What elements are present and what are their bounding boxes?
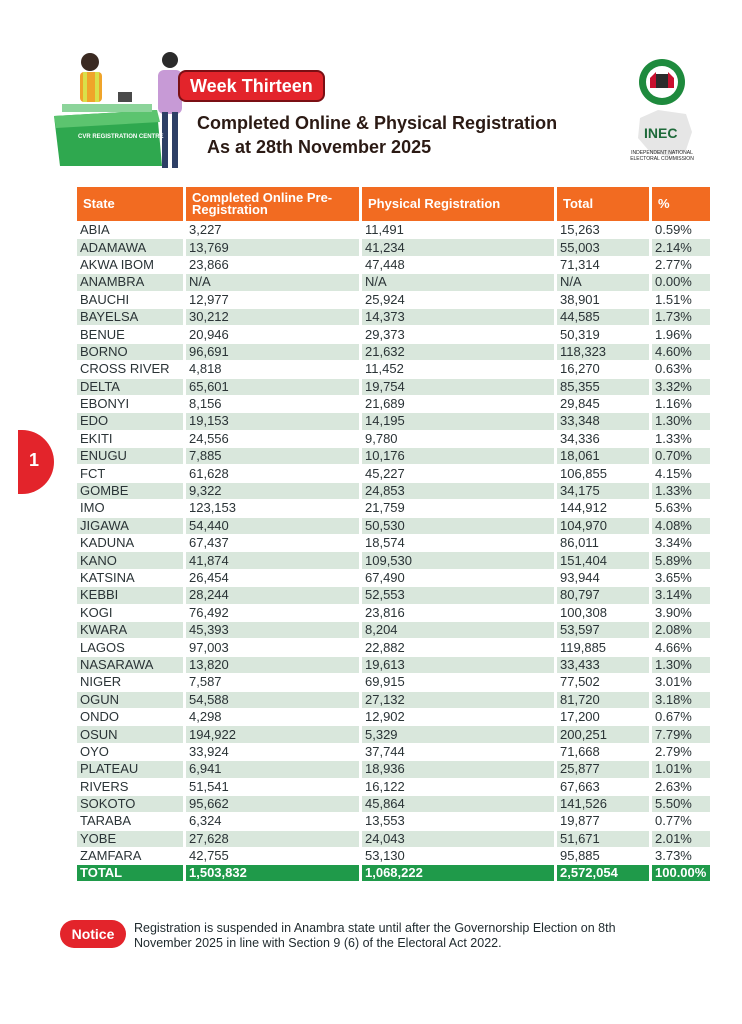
- percent-cell: 3.90%: [655, 604, 692, 620]
- online-cell: 4,298: [189, 709, 222, 725]
- online-cell: 54,440: [186, 518, 359, 534]
- week-badge: Week Thirteen: [178, 70, 325, 102]
- state-cell: BAYELSA: [77, 309, 183, 325]
- total-cell: 33,433: [557, 657, 649, 673]
- header-physical: Physical Registration: [362, 187, 554, 221]
- online-cell: 8,156: [189, 396, 222, 412]
- total-cell: 86,011: [560, 535, 599, 551]
- physical-cell: 14,373: [362, 309, 554, 325]
- percent-cell: 1.73%: [652, 309, 710, 325]
- state-cell: SOKOTO: [77, 796, 183, 812]
- percent-cell: 3.73%: [655, 848, 692, 864]
- online-cell: 194,922: [186, 726, 359, 742]
- percent-cell: 1.16%: [655, 396, 692, 412]
- notice-text: Registration is suspended in Anambra state until after the Governorship Election on 8th November 2025 in line with Section 9 (6) of the Electoral Act 2022.: [134, 921, 616, 950]
- state-cell: BORNO: [77, 344, 183, 360]
- table-row: [77, 570, 710, 586]
- state-cell: ONDO: [80, 709, 119, 725]
- total-cell: 29,845: [560, 396, 600, 412]
- physical-cell: 18,936: [362, 761, 554, 777]
- online-cell: 3,227: [189, 222, 222, 238]
- physical-cell: 21,759: [365, 500, 405, 516]
- table-row: [77, 779, 710, 795]
- total-cell: 71,668: [560, 743, 600, 759]
- state-cell: BENUE: [80, 326, 125, 342]
- table-row: [77, 674, 710, 690]
- state-cell: ADAMAWA: [77, 239, 183, 255]
- percent-cell: 7.79%: [652, 726, 710, 742]
- table-row: [77, 587, 710, 603]
- online-cell: 12,977: [189, 291, 229, 307]
- physical-cell: 109,530: [362, 552, 554, 568]
- header-state: State: [77, 187, 183, 221]
- percent-cell: 2.79%: [655, 743, 692, 759]
- page-number: 1: [29, 450, 40, 470]
- state-cell: KADUNA: [80, 535, 135, 551]
- state-cell: KOGI: [80, 604, 113, 620]
- percent-cell: 0.00%: [652, 274, 710, 290]
- state-cell: EKITI: [80, 430, 113, 446]
- table-row: [77, 396, 710, 412]
- table-row: [77, 796, 710, 812]
- physical-cell: 5,329: [362, 726, 554, 742]
- physical-cell: 29,373: [365, 326, 405, 342]
- percent-cell: 4.60%: [652, 344, 710, 360]
- physical-cell: 14,195: [362, 413, 554, 429]
- physical-cell: 69,915: [365, 674, 405, 690]
- state-cell: EBONYI: [80, 396, 130, 412]
- total-cell: 95,885: [560, 848, 600, 864]
- table-body: [77, 222, 710, 864]
- table-row: [77, 344, 710, 360]
- total-cell: 151,404: [557, 552, 649, 568]
- percent-cell: 4.15%: [655, 465, 692, 481]
- physical-cell: 13,553: [365, 813, 405, 829]
- registration-centre-illustration: [52, 46, 192, 176]
- inec-logo-text: INEC: [644, 125, 678, 141]
- physical-cell: 37,744: [365, 743, 405, 759]
- state-cell: KWARA: [77, 622, 183, 638]
- table-row: [77, 239, 710, 255]
- header-total: Total: [557, 187, 649, 221]
- state-cell: IMO: [80, 500, 105, 516]
- physical-cell: 41,234: [362, 239, 554, 255]
- total-cell: 119,885: [560, 639, 607, 655]
- table-row: [77, 448, 710, 464]
- percent-cell: 0.63%: [655, 361, 692, 377]
- physical-cell: 9,780: [365, 430, 398, 446]
- physical-cell: 47,448: [365, 256, 405, 272]
- online-cell: 27,628: [186, 831, 359, 847]
- total-online: 1,503,832: [186, 865, 359, 881]
- online-cell: 23,866: [189, 256, 229, 272]
- table-row: [77, 848, 710, 864]
- total-cell: 19,877: [560, 813, 600, 829]
- online-cell: 13,820: [186, 657, 359, 673]
- total-cell: 44,585: [557, 309, 649, 325]
- online-cell: 61,628: [189, 465, 229, 481]
- online-cell: 28,244: [186, 587, 359, 603]
- table-row: [77, 726, 710, 742]
- state-cell: JIGAWA: [77, 518, 183, 534]
- physical-cell: 11,491: [365, 222, 404, 238]
- table-row: [77, 622, 710, 638]
- state-cell: EDO: [77, 413, 183, 429]
- state-cell: GOMBE: [77, 483, 183, 499]
- state-cell: CROSS RIVER: [80, 361, 170, 377]
- physical-cell: 19,613: [362, 657, 554, 673]
- physical-cell: 45,864: [362, 796, 554, 812]
- percent-cell: 2.08%: [652, 622, 710, 638]
- percent-cell: 3.34%: [655, 535, 692, 551]
- online-cell: 54,588: [186, 692, 359, 708]
- total-cell: 81,720: [557, 692, 649, 708]
- percent-cell: 0.67%: [655, 709, 692, 725]
- percent-cell: 2.77%: [655, 256, 692, 272]
- table-row: [77, 465, 710, 481]
- state-cell: KANO: [77, 552, 183, 568]
- table-row: [77, 639, 710, 655]
- online-cell: 7,587: [189, 674, 222, 690]
- percent-cell: 5.89%: [652, 552, 710, 568]
- table-row: [77, 605, 710, 621]
- online-cell: 30,212: [186, 309, 359, 325]
- percent-cell: 5.50%: [652, 796, 710, 812]
- physical-cell: 22,882: [365, 639, 405, 655]
- percent-cell: 2.63%: [655, 778, 692, 794]
- percent-cell: 1.01%: [652, 761, 710, 777]
- logo-caption: INDEPENDENT NATIONAL ELECTORAL COMMISSION: [630, 150, 694, 162]
- table-row: [77, 292, 710, 308]
- online-cell: 20,946: [189, 326, 229, 342]
- table-row: [77, 518, 710, 534]
- state-cell: ANAMBRA: [77, 274, 183, 290]
- total-cell: 77,502: [560, 674, 600, 690]
- state-cell: OYO: [80, 743, 109, 759]
- physical-cell: 23,816: [365, 604, 405, 620]
- state-cell: AKWA IBOM: [80, 256, 154, 272]
- online-cell: 7,885: [186, 448, 359, 464]
- physical-cell: 53,130: [365, 848, 405, 864]
- state-cell: ZAMFARA: [80, 848, 142, 864]
- physical-cell: 16,122: [365, 778, 405, 794]
- percent-cell: 4.08%: [652, 518, 710, 534]
- registration-table: [74, 186, 713, 882]
- state-cell: DELTA: [77, 379, 183, 395]
- state-cell: LAGOS: [80, 639, 125, 655]
- online-cell: 76,492: [189, 604, 229, 620]
- total-cell: 100,308: [560, 604, 607, 620]
- online-cell: 67,437: [189, 535, 229, 551]
- percent-cell: 3.01%: [655, 674, 692, 690]
- online-cell: 33,924: [189, 743, 229, 759]
- percent-cell: 0.77%: [655, 813, 692, 829]
- total-cell: 34,175: [557, 483, 649, 499]
- page-title: Completed Online & Physical Registration: [197, 113, 558, 133]
- online-cell: 45,393: [186, 622, 359, 638]
- table-row: [77, 309, 710, 325]
- table-row: [77, 274, 710, 290]
- state-cell: ABIA: [80, 222, 110, 238]
- online-cell: 6,324: [189, 813, 222, 829]
- table-row: [77, 483, 710, 499]
- state-cell: KEBBI: [77, 587, 183, 603]
- physical-cell: 18,574: [365, 535, 405, 551]
- total-cell: 118,323: [557, 344, 649, 360]
- table-total-row: [77, 865, 710, 881]
- state-cell: NASARAWA: [77, 657, 183, 673]
- physical-cell: 25,924: [365, 291, 405, 307]
- percent-cell: 3.18%: [652, 692, 710, 708]
- total-cell: 34,336: [560, 430, 600, 446]
- percent-cell: 1.51%: [655, 291, 692, 307]
- online-cell: 96,691: [186, 344, 359, 360]
- table-row: [77, 222, 710, 238]
- online-cell: 26,454: [189, 570, 229, 585]
- total-sum: 2,572,054: [557, 865, 649, 881]
- physical-cell: 19,754: [362, 379, 554, 395]
- total-cell: 67,663: [560, 778, 600, 794]
- physical-cell: 24,043: [362, 831, 554, 847]
- table-row: [77, 326, 710, 342]
- physical-cell: 10,176: [362, 448, 554, 464]
- physical-cell: 11,452: [365, 361, 404, 377]
- percent-cell: 0.59%: [655, 222, 692, 238]
- total-cell: 33,348: [557, 413, 649, 429]
- online-cell: 41,874: [186, 552, 359, 568]
- total-cell: 51,671: [557, 831, 649, 847]
- physical-cell: 67,490: [365, 570, 405, 585]
- percent-cell: 5.63%: [655, 500, 692, 516]
- physical-cell: N/A: [362, 274, 554, 290]
- online-cell: 4,818: [189, 361, 222, 377]
- page-number-tab: [18, 430, 54, 494]
- physical-cell: 52,553: [362, 587, 554, 603]
- physical-cell: 50,530: [362, 518, 554, 534]
- total-cell: 38,901: [560, 291, 600, 307]
- table-row: [77, 431, 710, 447]
- table-row: [77, 831, 710, 847]
- total-cell: 85,355: [557, 379, 649, 395]
- total-cell: 80,797: [557, 587, 649, 603]
- table-row: [77, 413, 710, 429]
- total-cell: 144,912: [560, 500, 607, 516]
- table-row: [77, 379, 710, 395]
- percent-cell: 3.32%: [652, 379, 710, 395]
- physical-cell: 21,689: [365, 396, 405, 412]
- online-cell: 42,755: [189, 848, 229, 864]
- table-row: [77, 361, 710, 377]
- online-cell: 123,153: [189, 500, 236, 516]
- state-cell: TARABA: [80, 813, 132, 829]
- physical-cell: 12,902: [365, 709, 405, 725]
- table-row: [77, 500, 710, 516]
- total-cell: 104,970: [557, 518, 649, 534]
- online-cell: 97,003: [189, 639, 229, 655]
- percent-cell: 1.33%: [655, 430, 692, 446]
- state-cell: BAUCHI: [80, 291, 130, 307]
- physical-cell: 27,132: [362, 692, 554, 708]
- total-cell: N/A: [557, 274, 649, 290]
- state-cell: YOBE: [77, 831, 183, 847]
- table-row: [77, 744, 710, 760]
- table-row: [77, 709, 710, 725]
- physical-cell: 24,853: [362, 483, 554, 499]
- total-cell: 18,061: [557, 448, 649, 464]
- total-physical: 1,068,222: [362, 865, 554, 881]
- total-label: TOTAL: [77, 865, 183, 881]
- online-cell: 24,556: [189, 430, 229, 446]
- total-cell: 50,319: [560, 326, 600, 342]
- table-row: [77, 257, 710, 273]
- percent-cell: 1.30%: [652, 657, 710, 673]
- total-percent: 100.00%: [652, 865, 710, 881]
- header-percent: %: [652, 187, 710, 221]
- header-online: Completed Online Pre-Registration: [186, 187, 359, 221]
- state-cell: ENUGU: [77, 448, 183, 464]
- online-cell: 51,541: [189, 778, 229, 794]
- online-cell: 65,601: [186, 379, 359, 395]
- table-row: [77, 813, 710, 829]
- percent-cell: 4.66%: [655, 639, 692, 655]
- illustration-label: CVR REGISTRATION CENTRE: [78, 134, 164, 140]
- total-cell: 71,314: [560, 256, 600, 272]
- online-cell: N/A: [186, 274, 359, 290]
- state-cell: FCT: [80, 465, 106, 481]
- page-subtitle: As at 28th November 2025: [207, 137, 432, 157]
- state-cell: KATSINA: [80, 570, 135, 585]
- table-row: [77, 657, 710, 673]
- total-cell: 53,597: [557, 622, 649, 638]
- total-cell: 55,003: [557, 239, 649, 255]
- online-cell: 95,662: [186, 796, 359, 812]
- table-header-row: [77, 187, 710, 221]
- total-cell: 106,855: [560, 465, 607, 481]
- state-cell: RIVERS: [80, 778, 129, 794]
- total-cell: 16,270: [560, 361, 600, 377]
- physical-cell: 45,227: [365, 465, 405, 481]
- percent-cell: 0.70%: [652, 448, 710, 464]
- percent-cell: 1.30%: [652, 413, 710, 429]
- table-row: [77, 552, 710, 568]
- percent-cell: 3.14%: [652, 587, 710, 603]
- online-cell: 9,322: [186, 483, 359, 499]
- total-cell: 200,251: [557, 726, 649, 742]
- total-cell: 17,200: [560, 709, 600, 725]
- state-cell: NIGER: [80, 674, 122, 690]
- state-cell: OSUN: [77, 726, 183, 742]
- percent-cell: 2.01%: [652, 831, 710, 847]
- online-cell: 6,941: [186, 761, 359, 777]
- online-cell: 13,769: [186, 239, 359, 255]
- percent-cell: 1.33%: [652, 483, 710, 499]
- percent-cell: 3.65%: [655, 570, 692, 585]
- state-cell: OGUN: [77, 692, 183, 708]
- total-cell: 15,263: [560, 222, 600, 238]
- total-cell: 141,526: [557, 796, 649, 812]
- total-cell: 93,944: [560, 570, 600, 585]
- physical-cell: 8,204: [362, 622, 554, 638]
- notice-badge: Notice: [60, 920, 126, 948]
- table-row: [77, 535, 710, 551]
- total-cell: 25,877: [557, 761, 649, 777]
- percent-cell: 2.14%: [652, 239, 710, 255]
- table-row: [77, 692, 710, 708]
- physical-cell: 21,632: [362, 344, 554, 360]
- percent-cell: 1.96%: [655, 326, 692, 342]
- online-cell: 19,153: [186, 413, 359, 429]
- state-cell: PLATEAU: [77, 761, 183, 777]
- table-row: [77, 761, 710, 777]
